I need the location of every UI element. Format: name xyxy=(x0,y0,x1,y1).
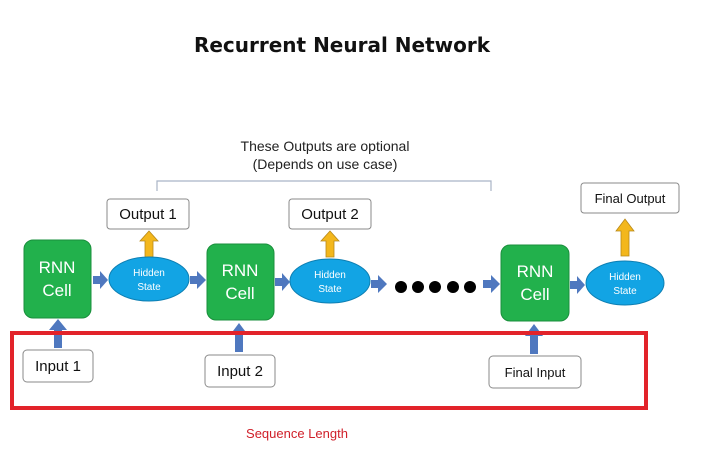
rnn-cell-final xyxy=(501,245,569,321)
rnn-cell-2-line1: RNN xyxy=(221,261,259,280)
output-1-label: Output 1 xyxy=(119,206,177,223)
input-box-1 xyxy=(23,350,93,382)
hidden-state-1-line1: Hidden xyxy=(133,268,165,279)
up-arrow-icon xyxy=(140,231,158,257)
final-output-label: Final Output xyxy=(594,191,666,206)
optional-outputs-bracket xyxy=(157,181,491,191)
rnn-cell-1 xyxy=(24,240,91,318)
right-arrow-icon xyxy=(570,276,585,294)
hidden-state-final-line1: Hidden xyxy=(609,272,641,283)
final-input-label: Final Input xyxy=(504,365,566,380)
sequence-length-label: Sequence Length xyxy=(246,426,348,441)
right-arrow-icon xyxy=(483,275,500,293)
ellipsis-dots xyxy=(395,281,476,293)
right-arrow-icon xyxy=(93,271,108,289)
hidden-state-1 xyxy=(109,257,189,301)
up-arrow-icon xyxy=(230,323,248,352)
up-arrow-icon xyxy=(321,231,339,257)
up-arrow-icon xyxy=(525,324,543,354)
output-box-2 xyxy=(289,199,371,229)
hidden-state-1-line2: State xyxy=(137,282,161,293)
input-box-2 xyxy=(205,355,275,387)
optional-note-line2: (Depends on use case) xyxy=(252,156,398,172)
hidden-state-2-line2: State xyxy=(318,284,342,295)
rnn-cell-1-line2: Cell xyxy=(42,281,72,300)
hidden-state-final-line2: State xyxy=(613,286,637,297)
output-box-1 xyxy=(107,199,189,229)
up-arrow-icon xyxy=(616,219,634,256)
input-1-label: Input 1 xyxy=(35,358,81,375)
right-arrow-icon xyxy=(275,273,290,291)
right-arrow-icon xyxy=(371,275,387,293)
rnn-cell-final-line1: RNN xyxy=(516,262,554,281)
output-box-final xyxy=(581,183,679,213)
right-arrow-icon xyxy=(190,271,206,289)
rnn-cell-final-line2: Cell xyxy=(520,285,550,304)
output-2-label: Output 2 xyxy=(301,206,359,223)
hidden-state-2-line1: Hidden xyxy=(314,270,346,281)
hidden-state-2 xyxy=(290,259,370,303)
rnn-cell-1-line1: RNN xyxy=(38,258,76,277)
rnn-cell-2 xyxy=(207,244,274,320)
input-2-label: Input 2 xyxy=(217,363,263,380)
diagram-title: Recurrent Neural Network xyxy=(193,33,491,57)
optional-note-line1: These Outputs are optional xyxy=(240,138,410,154)
hidden-state-final xyxy=(586,261,664,305)
rnn-cell-2-line2: Cell xyxy=(225,284,255,303)
input-box-final xyxy=(489,356,581,388)
